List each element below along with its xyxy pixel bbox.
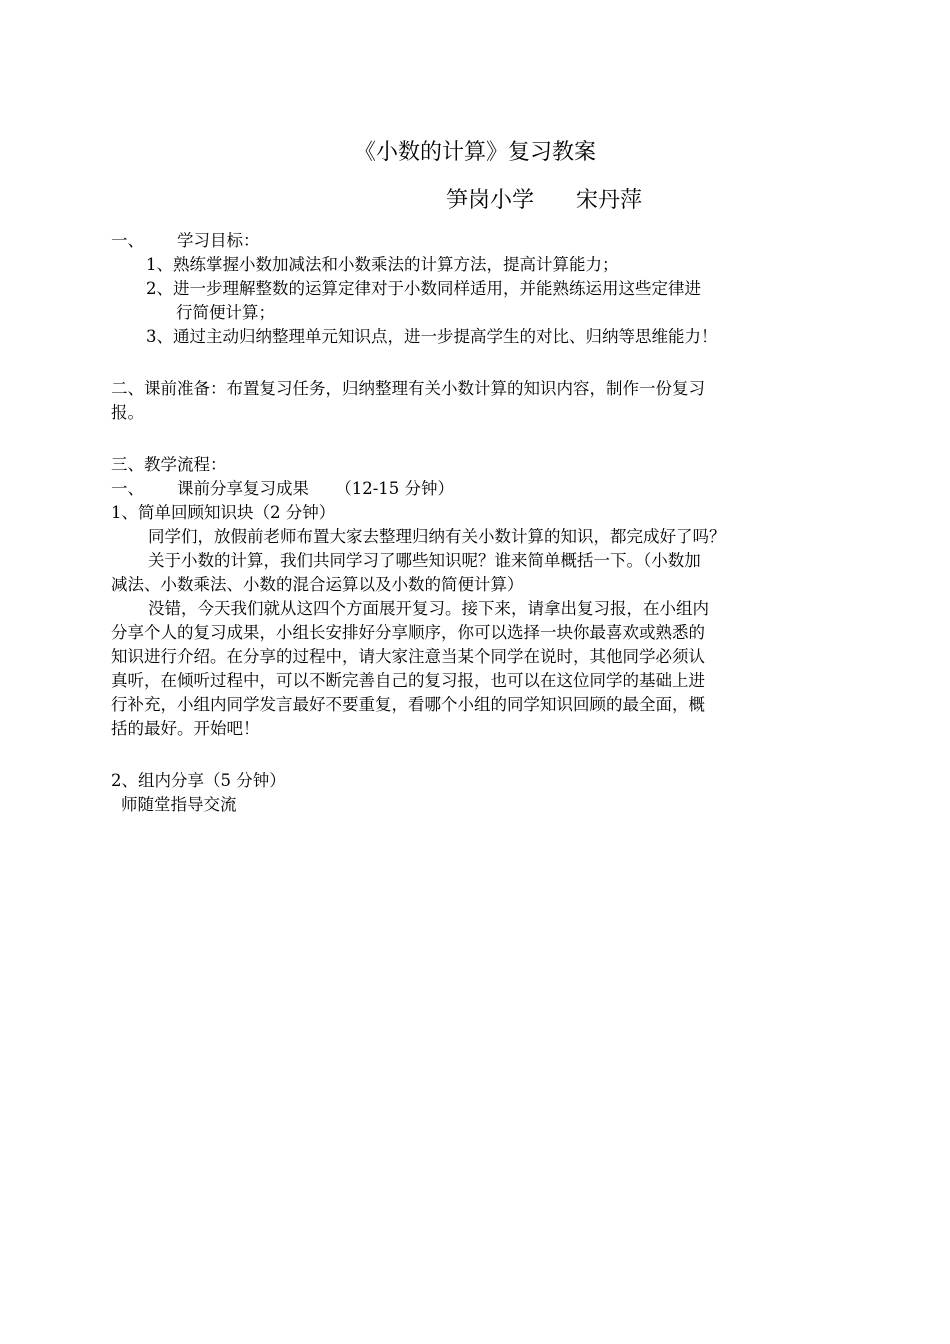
sub2-note: 师随堂指导交流 (121, 795, 237, 814)
section3-heading: 三、教学流程： (111, 455, 227, 474)
step1-number: 一、 (111, 479, 144, 498)
para3-line-1: 没错，今天我们就从这四个方面展开复习。接下来，请拿出复习报，在小组内 (148, 599, 709, 618)
section1-heading-line (111, 229, 260, 253)
para3-line-5: 行补充，小组内同学发言最好不要重复，看哪个小组的同学知识回顾的最全面，概 (111, 695, 705, 714)
document-title: 《小数的计算》复习教案 (353, 140, 596, 165)
goal-item-3: 3、通过主动归纳整理单元知识点，进一步提高学生的对比、归纳等思维能力！ (146, 327, 718, 346)
section1-number: 一、 (111, 231, 144, 250)
para3-line-3: 知识进行介绍。在分享的过程中，请大家注意当某个同学在说时，其他同学必须认 (111, 647, 705, 666)
para1-line-1: 同学们，放假前老师布置大家去整理归纳有关小数计算的知识，都完成好了吗？ (148, 527, 726, 546)
goal-item-2: 2、进一步理解整数的运算定律对于小数同样适用，并能熟练运用这些定律进 (146, 279, 701, 298)
section1-heading: 学习目标： (177, 231, 260, 250)
para3-line-6: 括的最好。开始吧！ (111, 719, 260, 738)
goal-item-1: 1、熟练掌握小数加减法和小数乘法的计算方法，提高计算能力； (146, 255, 619, 274)
para3-line-2: 分享个人的复习成果，小组长安排好分享顺序，你可以选择一块你最喜欢或熟悉的 (111, 623, 705, 642)
goal-item-2-cont: 行简便计算； (176, 303, 275, 322)
step1-heading-line (111, 477, 454, 501)
para3-line-4: 真听，在倾听过程中，可以不断完善自己的复习报，也可以在这位同学的基础上进 (111, 671, 705, 690)
section2-line-2: 报。 (111, 403, 144, 422)
para2-line-1: 关于小数的计算，我们共同学习了哪些知识呢？谁来简单概括一下。（小数加 (148, 551, 701, 570)
author-line: 笋岗小学 宋丹萍 (446, 188, 642, 213)
step1-heading: 课前分享复习成果 （12-15 分钟） (177, 479, 455, 498)
section2-line-1: 二、课前准备：布置复习任务，归纳整理有关小数计算的知识内容，制作一份复习 (111, 379, 705, 398)
sub1-heading: 1、简单回顾知识块（2 分钟） (111, 503, 336, 522)
para2-line-2: 减法、小数乘法、小数的混合运算以及小数的简便计算） (111, 575, 524, 594)
sub2-heading: 2、组内分享（5 分钟） (111, 771, 286, 790)
